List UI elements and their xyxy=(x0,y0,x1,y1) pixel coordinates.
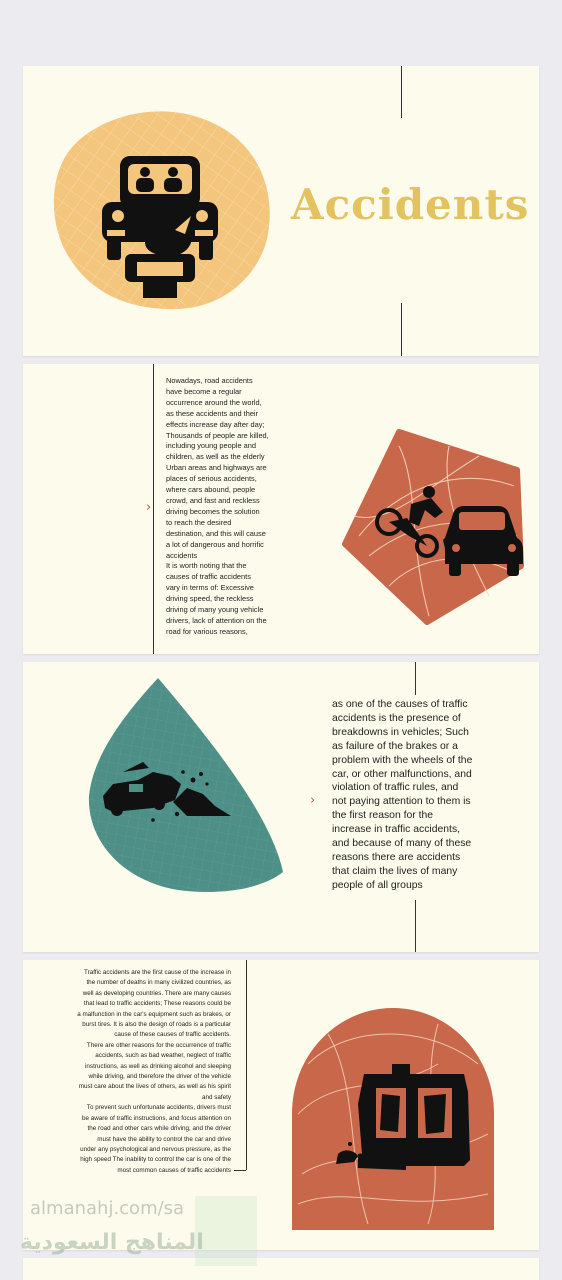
right-border-line xyxy=(246,960,247,1170)
divider-line-bottom xyxy=(401,303,402,356)
causes-paragraph: as one of the causes of traffic accidents is the presence of breakdowns in vehicles; Such as failure of the brakes or a problem with the wheels of the car, or other malfunctions, and violation of traffic rules, and not paying attention to them is the first reason for the increase in traffic accidents, and because of many of these reasons there are accidents that claim the lives of many people of all groups xyxy=(332,699,473,891)
accident-illustration xyxy=(45,104,280,314)
divider-line-top xyxy=(401,66,402,118)
slide-next-partial xyxy=(23,1258,539,1280)
collision-illustration xyxy=(339,426,529,626)
chevron-right-icon: › xyxy=(310,793,316,808)
watermark-url: almanahj.com/sa xyxy=(30,1198,185,1219)
left-border-line xyxy=(153,364,154,654)
slide-title xyxy=(23,66,539,356)
page-title: Accidents xyxy=(291,180,530,229)
watermark-logo-box xyxy=(195,1196,257,1266)
chevron-right-icon: › xyxy=(146,500,152,515)
divider-line-top xyxy=(415,662,416,695)
prevention-paragraph: Traffic accidents are the first cause of the increase in the number of deaths in many civilized countries, as well as developing countries. There are many causes that lead to traffic accidents; These reasons could be a malfunction in the car's equipment such as brakes, or burst tires. It is also the design of roads is a particular cause of these causes of traffic accidents. There are other reasons for the occurrence of traffic accidents, such as bad weather, neglect of traffic instructions, as well as drinking alcohol and sleeping while driving, and therefore the driver of the vehicle must care about the lives of others, as well as his spirit and safety To prevent such unfortunate accidents, drivers must be aware of traffic instructions, and focus attention on the road and other cars while driving, and the driver must have the ability to control the car and drive under any psychological and nervous pressure, as the high speed The inability to control the car is one of the most common causes of traffic accidents xyxy=(77,969,231,1174)
corner-line xyxy=(234,1170,246,1171)
slide-causes xyxy=(23,662,539,952)
slide-intro xyxy=(23,364,539,654)
divider-line-bottom xyxy=(415,900,416,952)
damaged-car-illustration xyxy=(288,1004,498,1232)
watermark-arabic: المناهج السعودية xyxy=(20,1230,204,1255)
intro-paragraph: Nowadays, road accidents have become a regular occurrence around the world, as these accidents and their effects increase day after day; Thousands of people are killed, including young people and children, as well as the elderly Urban areas and highways are places of serious accidents, where cars abound, people crowd, and fast and reckless driving becomes the solution to reach the desired destination, and this will cause a lot of dangerous and horrific accidents It is worth noting that the causes of traffic accidents vary in terms of: Excessive driving speed, the reckless driving of many young vehicle drivers, lack of attention on the road for various reasons, xyxy=(166,376,269,636)
car-wreck-illustration xyxy=(83,676,293,902)
